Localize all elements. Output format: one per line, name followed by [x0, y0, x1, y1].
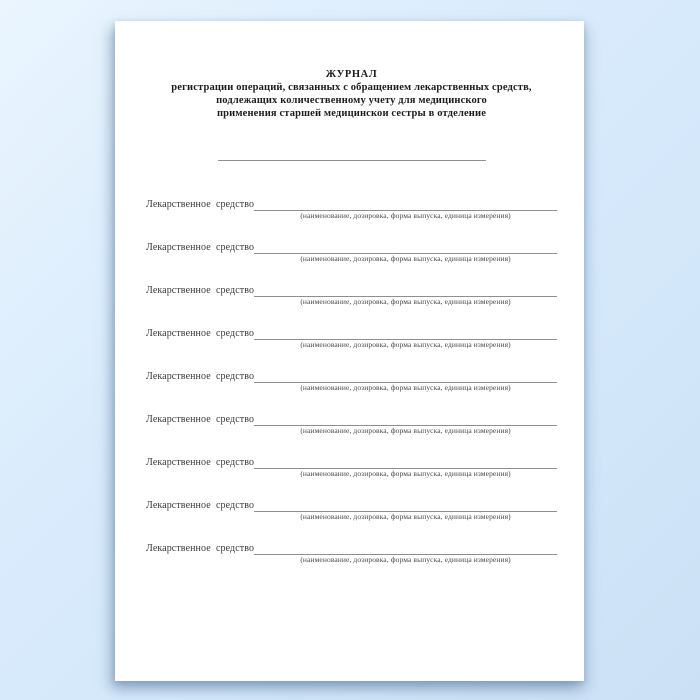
drug-row-label: Лекарственное средство [146, 242, 255, 253]
document-title-line: подлежащих количественному учету для медицинского [216, 95, 487, 106]
drug-row [146, 198, 557, 221]
drug-row-fill-line [254, 370, 557, 383]
drug-row-hint: (наименование, дозировка, форма выпуска, единица измерения) [300, 254, 511, 263]
header-blank-fill-line [218, 160, 486, 161]
drug-row [146, 327, 557, 350]
drug-row [146, 542, 557, 565]
drug-row [146, 499, 557, 522]
drug-row [146, 241, 557, 264]
drug-row [146, 284, 557, 307]
drug-row-hint: (наименование, дозировка, форма выпуска, единица измерения) [300, 512, 511, 521]
drug-row-fill-line [254, 241, 557, 254]
drug-row [146, 413, 557, 436]
drug-row-label: Лекарственное средство [146, 500, 255, 511]
drug-row-label: Лекарственное средство [146, 199, 255, 210]
document-title-line: применения старшей медицинскои сестры в отделение [216, 108, 487, 119]
drug-row-fill-line [254, 499, 557, 512]
drug-row-label: Лекарственное средство [146, 285, 255, 296]
drug-row [146, 456, 557, 479]
drug-row-hint: (наименование, дозировка, форма выпуска, единица измерения) [300, 340, 511, 349]
drug-row-hint: (наименование, дозировка, форма выпуска, единица измерения) [300, 297, 511, 306]
drug-row-fill-line [254, 542, 557, 555]
drug-row-label: Лекарственное средство [146, 414, 255, 425]
document-title-line: регистрации операций, связанных с обращением лекарственных средств, [171, 82, 532, 93]
page-content [115, 21, 584, 681]
drug-rows-list [146, 198, 557, 565]
drug-row [146, 370, 557, 393]
drug-row-hint: (наименование, дозировка, форма выпуска, единица измерения) [300, 555, 511, 564]
document-page [115, 21, 584, 681]
drug-row-label: Лекарственное средство [146, 371, 255, 382]
drug-row-hint: (наименование, дозировка, форма выпуска, единица измерения) [300, 469, 511, 478]
document-title-heading: ЖУРНАЛ [325, 69, 378, 80]
drug-row-fill-line [254, 456, 557, 469]
document-title-block [146, 21, 557, 120]
drug-row-fill-line [254, 327, 557, 340]
drug-row-hint: (наименование, дозировка, форма выпуска, единица измерения) [300, 426, 511, 435]
drug-row-fill-line [254, 413, 557, 426]
drug-row-label: Лекарственное средство [146, 543, 255, 554]
drug-row-hint: (наименование, дозировка, форма выпуска, единица измерения) [300, 383, 511, 392]
drug-row-label: Лекарственное средство [146, 457, 255, 468]
drug-row-fill-line [254, 284, 557, 297]
drug-row-fill-line [254, 198, 557, 211]
drug-row-label: Лекарственное средство [146, 328, 255, 339]
drug-row-hint: (наименование, дозировка, форма выпуска, единица измерения) [300, 211, 511, 220]
